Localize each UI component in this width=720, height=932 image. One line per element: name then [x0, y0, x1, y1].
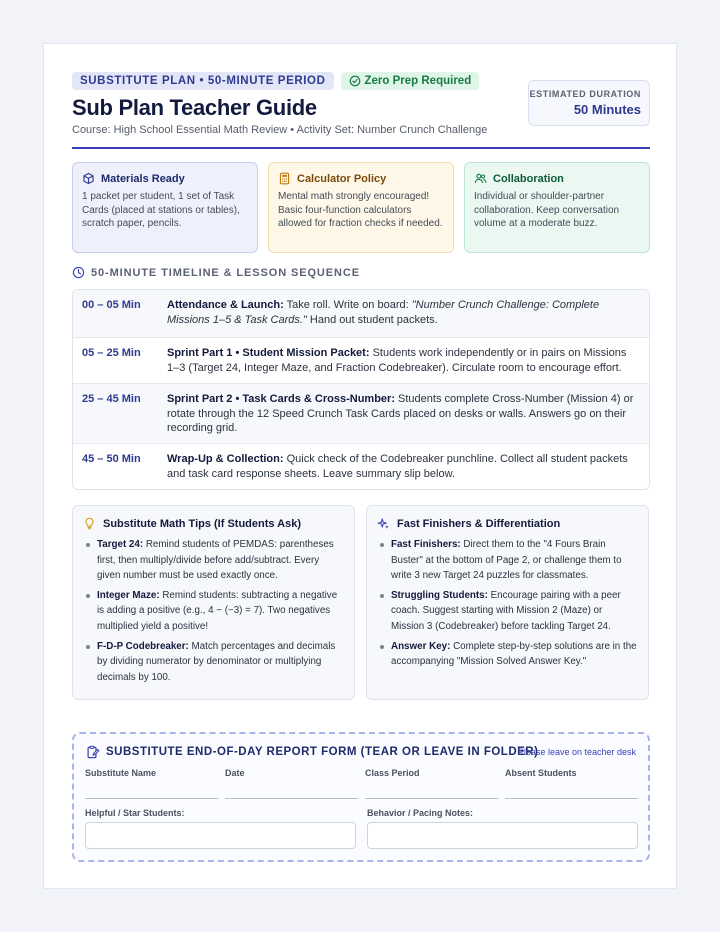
date-label: Date [225, 768, 245, 778]
timeline-description [167, 346, 639, 375]
timeline-row [73, 337, 649, 383]
report-form-title: SUBSTITUTE END-OF-DAY REPORT FORM (TEAR OR LEAVE IN FOLDER) [106, 746, 539, 758]
tip-label: Answer Key: [391, 640, 451, 652]
list-item [377, 639, 638, 670]
check-circle-icon [349, 75, 361, 87]
timeline-time: 05 – 25 Min [82, 347, 141, 359]
timeline-description [167, 452, 639, 481]
tip-label: Integer Maze: [97, 589, 160, 601]
timeline-description [167, 298, 639, 327]
document-page [43, 43, 677, 889]
materials-card-body: 1 packet per student, 1 set of Task Cards (placed at stations or tables), scratch paper, pencils. [82, 191, 240, 229]
timeline-row-text: Quick check of the Codebreaker punchline. Collect all student packets and task card response sheets. Leave summary slip below. [167, 453, 628, 480]
tip-text: Remind students: subtracting a negative is adding a positive (e.g., 4 − (−3) = 7). Two negatives multiplied yield a positive! [97, 589, 338, 632]
collaboration-card-title: Collaboration [493, 172, 564, 185]
math-tips-title: Substitute Math Tips (If Students Ask) [103, 517, 302, 530]
zero-prep-label: Zero Prep Required [364, 75, 472, 87]
report-form [72, 732, 650, 862]
timeline-heading [72, 266, 360, 279]
calculator-card-header [278, 172, 445, 185]
collaboration-card-header [474, 172, 641, 185]
duration-value: 50 Minutes [573, 102, 641, 117]
info-cards [72, 162, 650, 253]
timeline-row-title: Sprint Part 2 • Task Cards & Cross-Number: [167, 393, 395, 405]
tip-label: Fast Finishers: [391, 539, 461, 550]
materials-card [72, 162, 258, 253]
collaboration-card-body: Individual or shoulder-partner collaboration. Keep conversation volume at a moderate buzz. [474, 191, 620, 229]
list-item [377, 588, 638, 635]
date-field[interactable] [225, 798, 358, 799]
sparkles-icon [377, 517, 390, 530]
timeline-time: 25 – 45 Min [82, 393, 141, 405]
calculator-card-body: Mental math strongly encouraged! Basic four-function calculators allowed for fraction checks if needed. [278, 191, 443, 229]
timeline-row-title: Sprint Part 1 • Student Mission Packet: [167, 347, 370, 359]
timeline-row-title: Attendance & Launch: [167, 299, 284, 311]
materials-card-title: Materials Ready [101, 172, 185, 185]
duration-box [528, 80, 650, 126]
calculator-icon [278, 172, 291, 185]
tip-text: Complete step-by-step solutions are in the accompanying "Mission Solved Answer Key." [391, 640, 637, 668]
timeline-time: 00 – 05 Min [82, 299, 141, 311]
timeline-heading-label: 50-MINUTE TIMELINE & LESSON SEQUENCE [91, 266, 360, 279]
substitute-name-label: Substitute Name [85, 768, 157, 778]
tip-label: Target 24: [97, 539, 144, 550]
fast-finishers-title: Fast Finishers & Differentiation [397, 517, 561, 530]
calculator-card-title: Calculator Policy [297, 172, 387, 185]
clock-icon [72, 266, 85, 279]
timeline-row-quote: "Number Crunch Challenge: Complete Missions 1–5 & Task Cards." [167, 299, 600, 326]
math-tips-list [83, 537, 344, 685]
absent-students-label: Absent Students [505, 768, 577, 778]
substitute-name-field[interactable] [85, 798, 218, 799]
math-tips-panel [72, 505, 355, 700]
class-period-field[interactable] [365, 798, 498, 799]
timeline-row-text: Students complete Cross-Number (Mission 4) or rotate through the 12 Speed Crunch Task Cards placed on desks or walls. Answers go on their recording grid. [167, 393, 634, 434]
materials-card-header [82, 172, 249, 185]
fast-finishers-list [377, 537, 638, 670]
timeline-row [73, 383, 649, 443]
header [72, 72, 650, 136]
tip-label: Struggling Students: [391, 589, 488, 601]
list-item [83, 639, 344, 686]
report-form-note: Please leave on teacher desk [517, 747, 636, 757]
absent-students-field[interactable] [505, 798, 638, 799]
list-item [83, 537, 344, 584]
tip-label: F-D-P Codebreaker: [97, 640, 189, 652]
class-period-label: Class Period [365, 768, 420, 778]
timeline-row-text-2: Hand out student packets. [306, 313, 438, 326]
timeline-time: 45 – 50 Min [82, 453, 141, 465]
list-item [377, 537, 638, 584]
helpful-students-field[interactable] [85, 822, 356, 849]
tip-text: Match percentages and decimals by dividing numerator by denominator or multiplying decimals by 100. [97, 640, 336, 683]
collaboration-card [464, 162, 650, 253]
helpful-students-label: Helpful / Star Students: [85, 808, 185, 818]
list-item [83, 588, 344, 635]
fast-finishers-panel [366, 505, 649, 700]
duration-label: ESTIMATED DURATION [529, 89, 641, 99]
plan-pill: SUBSTITUTE PLAN • 50-MINUTE PERIOD [72, 72, 334, 90]
clipboard-edit-icon [86, 745, 100, 759]
timeline-row [73, 443, 649, 490]
users-icon [474, 172, 487, 185]
timeline-row [73, 290, 649, 337]
zero-prep-pill [341, 72, 480, 90]
math-tips-header [83, 517, 344, 530]
page-title: Sub Plan Teacher Guide [72, 95, 317, 120]
timeline-row-text: Students work independently or in pairs on Missions 1–3 (Target 24, Integer Maze, and Fraction Codebreaker). Circulate room to encourage effort. [167, 347, 627, 374]
report-form-header [86, 745, 538, 759]
timeline-description [167, 392, 639, 436]
course-line: Course: High School Essential Math Review • Activity Set: Number Crunch Challenge [72, 124, 488, 136]
tip-text: Encourage pairing with a peer coach. Suggest starting with Mission 2 (Maze) or Mission 3 (Codebreaker) before tackling Target 24. [391, 589, 621, 632]
lightbulb-icon [83, 517, 96, 530]
calculator-card [268, 162, 454, 253]
fast-finishers-header [377, 517, 638, 530]
tip-text: Direct them to the "4 Fours Brain Buster" at the bottom of Page 2, or challenge them to write 3 new Target 24 puzzles for classmates. [391, 539, 622, 582]
tip-text: Remind students of PEMDAS: parentheses first, then multiply/divide before add/subtract. Every given number must be used exactly once. [97, 539, 334, 582]
box-icon [82, 172, 95, 185]
timeline-row-text: Take roll. Write on board: [283, 299, 412, 311]
timeline-table [72, 289, 650, 490]
behavior-notes-label: Behavior / Pacing Notes: [367, 808, 474, 818]
behavior-notes-field[interactable] [367, 822, 638, 849]
timeline-row-title: Wrap-Up & Collection: [167, 453, 284, 465]
header-divider [72, 147, 650, 149]
